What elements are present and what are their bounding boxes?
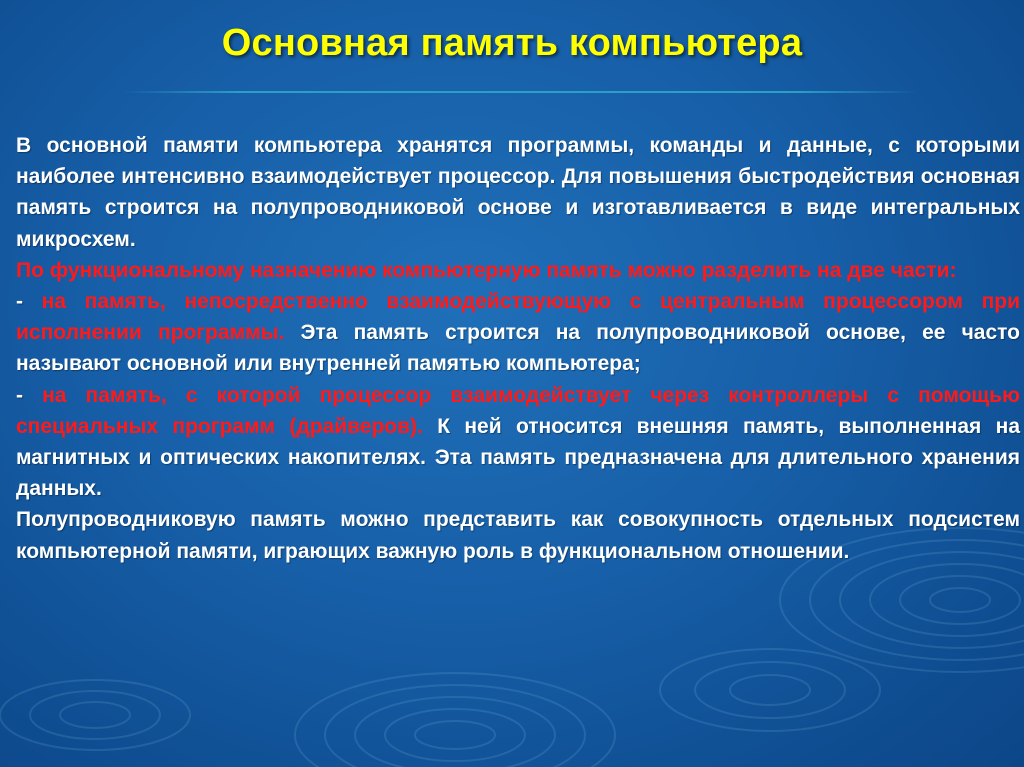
- external-memory-description: К ней относится внешняя память, выполненная на магнитных и оптических накопителях. Эта память предназначена для длительного хранения данных.: [16, 414, 1020, 501]
- conclusion-paragraph: [16, 504, 1020, 566]
- list-item-internal-memory: [16, 286, 1020, 380]
- list-item-external-memory: [16, 380, 1020, 505]
- classification-paragraph: [16, 255, 1020, 286]
- conclusion-text: Полупроводниковую память можно представить как совокупность отдельных подсистем компьютерной памяти, играющих важную роль в функциональном отношении.: [16, 508, 1020, 563]
- internal-memory-description: Эта память строится на полупроводниковой основе, ее часто называют основной или внутренней памятью компьютера;: [16, 321, 1021, 376]
- classification-text: По функциональному назначению компьютерную память можно разделить на две части:: [16, 258, 957, 282]
- internal-memory-highlight: на память, непосредственно взаимодействующую с центральным процессором при исполнении программы.: [16, 290, 1020, 345]
- slide-body: [16, 130, 1020, 567]
- list-dash: -: [16, 383, 23, 407]
- slide-title: Основная память компьютера: [221, 22, 803, 64]
- intro-paragraph: [16, 130, 1020, 255]
- list-dash: -: [16, 290, 23, 314]
- intro-text: В основной памяти компьютера хранятся программы, команды и данные, с которыми наиболее интенсивно взаимодействует процессор. Для повышения быстродействия основная память строится на полупроводниковой основе и изготавливается в виде интегральных микросхем.: [16, 134, 1020, 251]
- title-divider: [122, 91, 918, 93]
- external-memory-highlight: на память, с которой процессор взаимодействует через контроллеры с помощью специальных программ (драйверов).: [16, 383, 1020, 438]
